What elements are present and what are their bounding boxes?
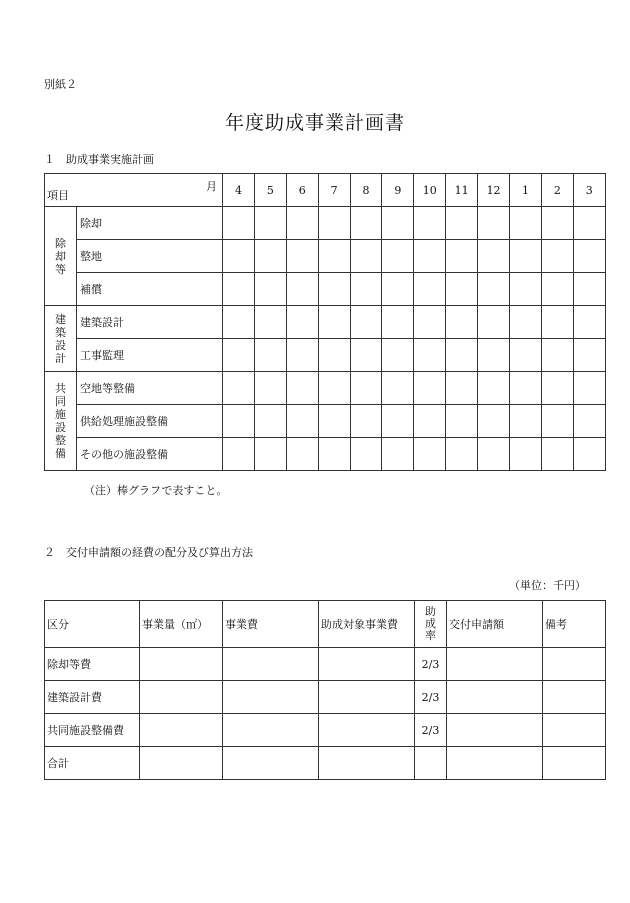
month-cell[interactable] bbox=[223, 207, 255, 240]
month-header: 7 bbox=[318, 174, 350, 207]
cost-row bbox=[45, 714, 606, 747]
schedule-row bbox=[45, 273, 606, 306]
month-cell[interactable] bbox=[446, 438, 478, 471]
month-cell[interactable] bbox=[541, 438, 573, 471]
month-cell[interactable] bbox=[478, 405, 510, 438]
month-cell[interactable] bbox=[414, 372, 446, 405]
month-cell[interactable] bbox=[318, 240, 350, 273]
subsidy-rate-cell bbox=[415, 747, 447, 780]
header-category: 区分 bbox=[45, 601, 140, 648]
month-cell[interactable] bbox=[318, 273, 350, 306]
month-cell[interactable] bbox=[382, 339, 414, 372]
month-cell[interactable] bbox=[478, 372, 510, 405]
month-cell[interactable] bbox=[223, 339, 255, 372]
remarks-cell[interactable] bbox=[543, 714, 606, 747]
month-header: 6 bbox=[286, 174, 318, 207]
month-cell[interactable] bbox=[286, 405, 318, 438]
remarks-cell[interactable] bbox=[543, 747, 606, 780]
month-cell[interactable] bbox=[478, 240, 510, 273]
schedule-note: （注）棒グラフで表すこと。 bbox=[84, 484, 228, 497]
month-cell[interactable] bbox=[318, 438, 350, 471]
quantity-cell[interactable] bbox=[140, 648, 223, 681]
month-header: 4 bbox=[223, 174, 255, 207]
month-cell[interactable] bbox=[382, 273, 414, 306]
month-header: 5 bbox=[254, 174, 286, 207]
header-application-amount: 交付申請額 bbox=[447, 601, 543, 648]
item-label: 補償 bbox=[77, 273, 223, 306]
month-cell[interactable] bbox=[350, 372, 382, 405]
month-cell[interactable] bbox=[382, 405, 414, 438]
month-cell[interactable] bbox=[478, 207, 510, 240]
month-header: 3 bbox=[573, 174, 605, 207]
month-cell[interactable] bbox=[541, 372, 573, 405]
month-cell[interactable] bbox=[254, 207, 286, 240]
month-cell[interactable] bbox=[414, 339, 446, 372]
month-cell[interactable] bbox=[223, 405, 255, 438]
quantity-cell[interactable] bbox=[140, 714, 223, 747]
month-label: 月 bbox=[206, 180, 217, 193]
cost-row bbox=[45, 681, 606, 714]
cost-table bbox=[44, 600, 606, 780]
attachment-label: 別紙２ bbox=[44, 78, 77, 91]
month-header: 8 bbox=[350, 174, 382, 207]
month-cell[interactable] bbox=[318, 306, 350, 339]
month-cell[interactable] bbox=[414, 405, 446, 438]
month-header: 2 bbox=[541, 174, 573, 207]
item-label: 項目 bbox=[47, 189, 69, 202]
month-cell[interactable] bbox=[541, 240, 573, 273]
month-cell[interactable] bbox=[510, 273, 542, 306]
item-label: 整地 bbox=[77, 240, 223, 273]
month-cell[interactable] bbox=[318, 372, 350, 405]
document-title: 年度助成事業計画書 bbox=[224, 112, 405, 134]
month-header: 12 bbox=[478, 174, 510, 207]
month-cell[interactable] bbox=[382, 240, 414, 273]
schedule-header-cell bbox=[45, 174, 223, 207]
month-cell[interactable] bbox=[223, 273, 255, 306]
month-cell[interactable] bbox=[446, 207, 478, 240]
item-label: 除却 bbox=[77, 207, 223, 240]
month-cell[interactable] bbox=[254, 372, 286, 405]
month-cell[interactable] bbox=[414, 438, 446, 471]
group-label: 除却等 bbox=[55, 236, 66, 276]
group-label: 共同施設整備 bbox=[55, 382, 66, 460]
month-cell[interactable] bbox=[414, 273, 446, 306]
group-cell bbox=[45, 306, 77, 372]
month-cell[interactable] bbox=[286, 438, 318, 471]
month-cell[interactable] bbox=[318, 405, 350, 438]
month-cell[interactable] bbox=[350, 438, 382, 471]
month-cell[interactable] bbox=[382, 306, 414, 339]
header-subsidy-rate bbox=[415, 601, 447, 648]
month-cell[interactable] bbox=[446, 372, 478, 405]
month-cell[interactable] bbox=[541, 273, 573, 306]
month-cell[interactable] bbox=[446, 339, 478, 372]
month-cell[interactable] bbox=[350, 273, 382, 306]
month-cell[interactable] bbox=[350, 339, 382, 372]
month-cell[interactable] bbox=[446, 240, 478, 273]
month-cell[interactable] bbox=[223, 306, 255, 339]
group-label: 建築設計 bbox=[55, 312, 66, 365]
month-cell[interactable] bbox=[350, 207, 382, 240]
month-cell[interactable] bbox=[223, 240, 255, 273]
month-cell[interactable] bbox=[286, 273, 318, 306]
project-cost-cell[interactable] bbox=[223, 714, 319, 747]
unit-label: （単位：千円） bbox=[509, 579, 586, 592]
month-cell[interactable] bbox=[573, 339, 605, 372]
month-cell[interactable] bbox=[573, 306, 605, 339]
schedule-table bbox=[44, 173, 606, 471]
schedule-row bbox=[45, 372, 606, 405]
month-cell[interactable] bbox=[286, 207, 318, 240]
schedule-row bbox=[45, 207, 606, 240]
month-cell[interactable] bbox=[573, 207, 605, 240]
month-cell[interactable] bbox=[446, 273, 478, 306]
month-header: 10 bbox=[414, 174, 446, 207]
month-cell[interactable] bbox=[350, 240, 382, 273]
subsidy-rate-cell: 2/3 bbox=[415, 681, 447, 714]
month-cell[interactable] bbox=[446, 306, 478, 339]
month-cell[interactable] bbox=[510, 438, 542, 471]
month-cell[interactable] bbox=[318, 207, 350, 240]
section1-heading: １ 助成事業実施計画 bbox=[44, 153, 154, 166]
month-cell[interactable] bbox=[541, 405, 573, 438]
month-cell[interactable] bbox=[573, 438, 605, 471]
month-cell[interactable] bbox=[510, 240, 542, 273]
month-cell[interactable] bbox=[254, 438, 286, 471]
schedule-row bbox=[45, 405, 606, 438]
quantity-cell[interactable] bbox=[140, 747, 223, 780]
month-cell[interactable] bbox=[478, 306, 510, 339]
month-cell[interactable] bbox=[286, 339, 318, 372]
remarks-cell[interactable] bbox=[543, 648, 606, 681]
eligible-cost-cell[interactable] bbox=[319, 681, 415, 714]
month-cell[interactable] bbox=[478, 273, 510, 306]
schedule-row bbox=[45, 339, 606, 372]
schedule-body bbox=[45, 174, 606, 471]
month-cell[interactable] bbox=[254, 273, 286, 306]
month-cell[interactable] bbox=[478, 438, 510, 471]
schedule-row bbox=[45, 306, 606, 339]
month-cell[interactable] bbox=[318, 339, 350, 372]
item-label: 空地等整備 bbox=[77, 372, 223, 405]
month-cell[interactable] bbox=[254, 405, 286, 438]
month-cell[interactable] bbox=[510, 372, 542, 405]
month-cell[interactable] bbox=[254, 306, 286, 339]
item-label: 建築設計 bbox=[77, 306, 223, 339]
application-amount-cell[interactable] bbox=[447, 681, 543, 714]
cost-row bbox=[45, 648, 606, 681]
eligible-cost-cell[interactable] bbox=[319, 714, 415, 747]
cost-row-label: 建築設計費 bbox=[45, 681, 140, 714]
month-cell[interactable] bbox=[541, 207, 573, 240]
month-cell[interactable] bbox=[350, 405, 382, 438]
project-cost-cell[interactable] bbox=[223, 648, 319, 681]
subsidy-rate-cell: 2/3 bbox=[415, 648, 447, 681]
month-cell[interactable] bbox=[414, 240, 446, 273]
month-cell[interactable] bbox=[573, 372, 605, 405]
cost-row bbox=[45, 747, 606, 780]
month-cell[interactable] bbox=[254, 339, 286, 372]
month-cell[interactable] bbox=[573, 405, 605, 438]
month-cell[interactable] bbox=[286, 372, 318, 405]
section2-heading: ２ 交付申請額の経費の配分及び算出方法 bbox=[44, 546, 253, 559]
month-cell[interactable] bbox=[573, 273, 605, 306]
month-cell[interactable] bbox=[382, 207, 414, 240]
header-eligible-cost: 助成対象事業費 bbox=[319, 601, 415, 648]
header-project-cost: 事業費 bbox=[223, 601, 319, 648]
month-header: 11 bbox=[446, 174, 478, 207]
month-header: 9 bbox=[382, 174, 414, 207]
month-cell[interactable] bbox=[223, 372, 255, 405]
month-cell[interactable] bbox=[510, 405, 542, 438]
month-cell[interactable] bbox=[541, 306, 573, 339]
application-amount-cell[interactable] bbox=[447, 648, 543, 681]
month-cell[interactable] bbox=[254, 240, 286, 273]
cost-row-label: 共同施設整備費 bbox=[45, 714, 140, 747]
schedule-row bbox=[45, 438, 606, 471]
month-cell[interactable] bbox=[286, 240, 318, 273]
item-label: その他の施設整備 bbox=[77, 438, 223, 471]
quantity-cell[interactable] bbox=[140, 681, 223, 714]
schedule-row bbox=[45, 240, 606, 273]
month-cell[interactable] bbox=[414, 306, 446, 339]
month-cell[interactable] bbox=[223, 438, 255, 471]
remarks-cell[interactable] bbox=[543, 681, 606, 714]
month-cell[interactable] bbox=[382, 438, 414, 471]
month-cell[interactable] bbox=[414, 207, 446, 240]
month-cell[interactable] bbox=[446, 405, 478, 438]
month-cell[interactable] bbox=[286, 306, 318, 339]
project-cost-cell[interactable] bbox=[223, 747, 319, 780]
month-header: 1 bbox=[510, 174, 542, 207]
item-label: 供給処理施設整備 bbox=[77, 405, 223, 438]
item-label: 工事監理 bbox=[77, 339, 223, 372]
header-subsidy-rate-text: 助成率 bbox=[425, 605, 436, 642]
subsidy-rate-cell: 2/3 bbox=[415, 714, 447, 747]
month-cell[interactable] bbox=[573, 240, 605, 273]
cost-row-label: 除却等費 bbox=[45, 648, 140, 681]
eligible-cost-cell[interactable] bbox=[319, 648, 415, 681]
month-cell[interactable] bbox=[541, 339, 573, 372]
month-cell[interactable] bbox=[350, 306, 382, 339]
cost-body bbox=[45, 601, 606, 780]
application-amount-cell[interactable] bbox=[447, 714, 543, 747]
header-quantity: 事業量（㎡） bbox=[140, 601, 223, 648]
month-cell[interactable] bbox=[510, 207, 542, 240]
eligible-cost-cell[interactable] bbox=[319, 747, 415, 780]
group-cell bbox=[45, 207, 77, 306]
month-cell[interactable] bbox=[478, 339, 510, 372]
application-amount-cell[interactable] bbox=[447, 747, 543, 780]
group-cell bbox=[45, 372, 77, 471]
month-cell[interactable] bbox=[510, 306, 542, 339]
month-cell[interactable] bbox=[510, 339, 542, 372]
month-cell[interactable] bbox=[382, 372, 414, 405]
cost-row-label: 合計 bbox=[45, 747, 140, 780]
project-cost-cell[interactable] bbox=[223, 681, 319, 714]
header-remarks: 備考 bbox=[543, 601, 606, 648]
